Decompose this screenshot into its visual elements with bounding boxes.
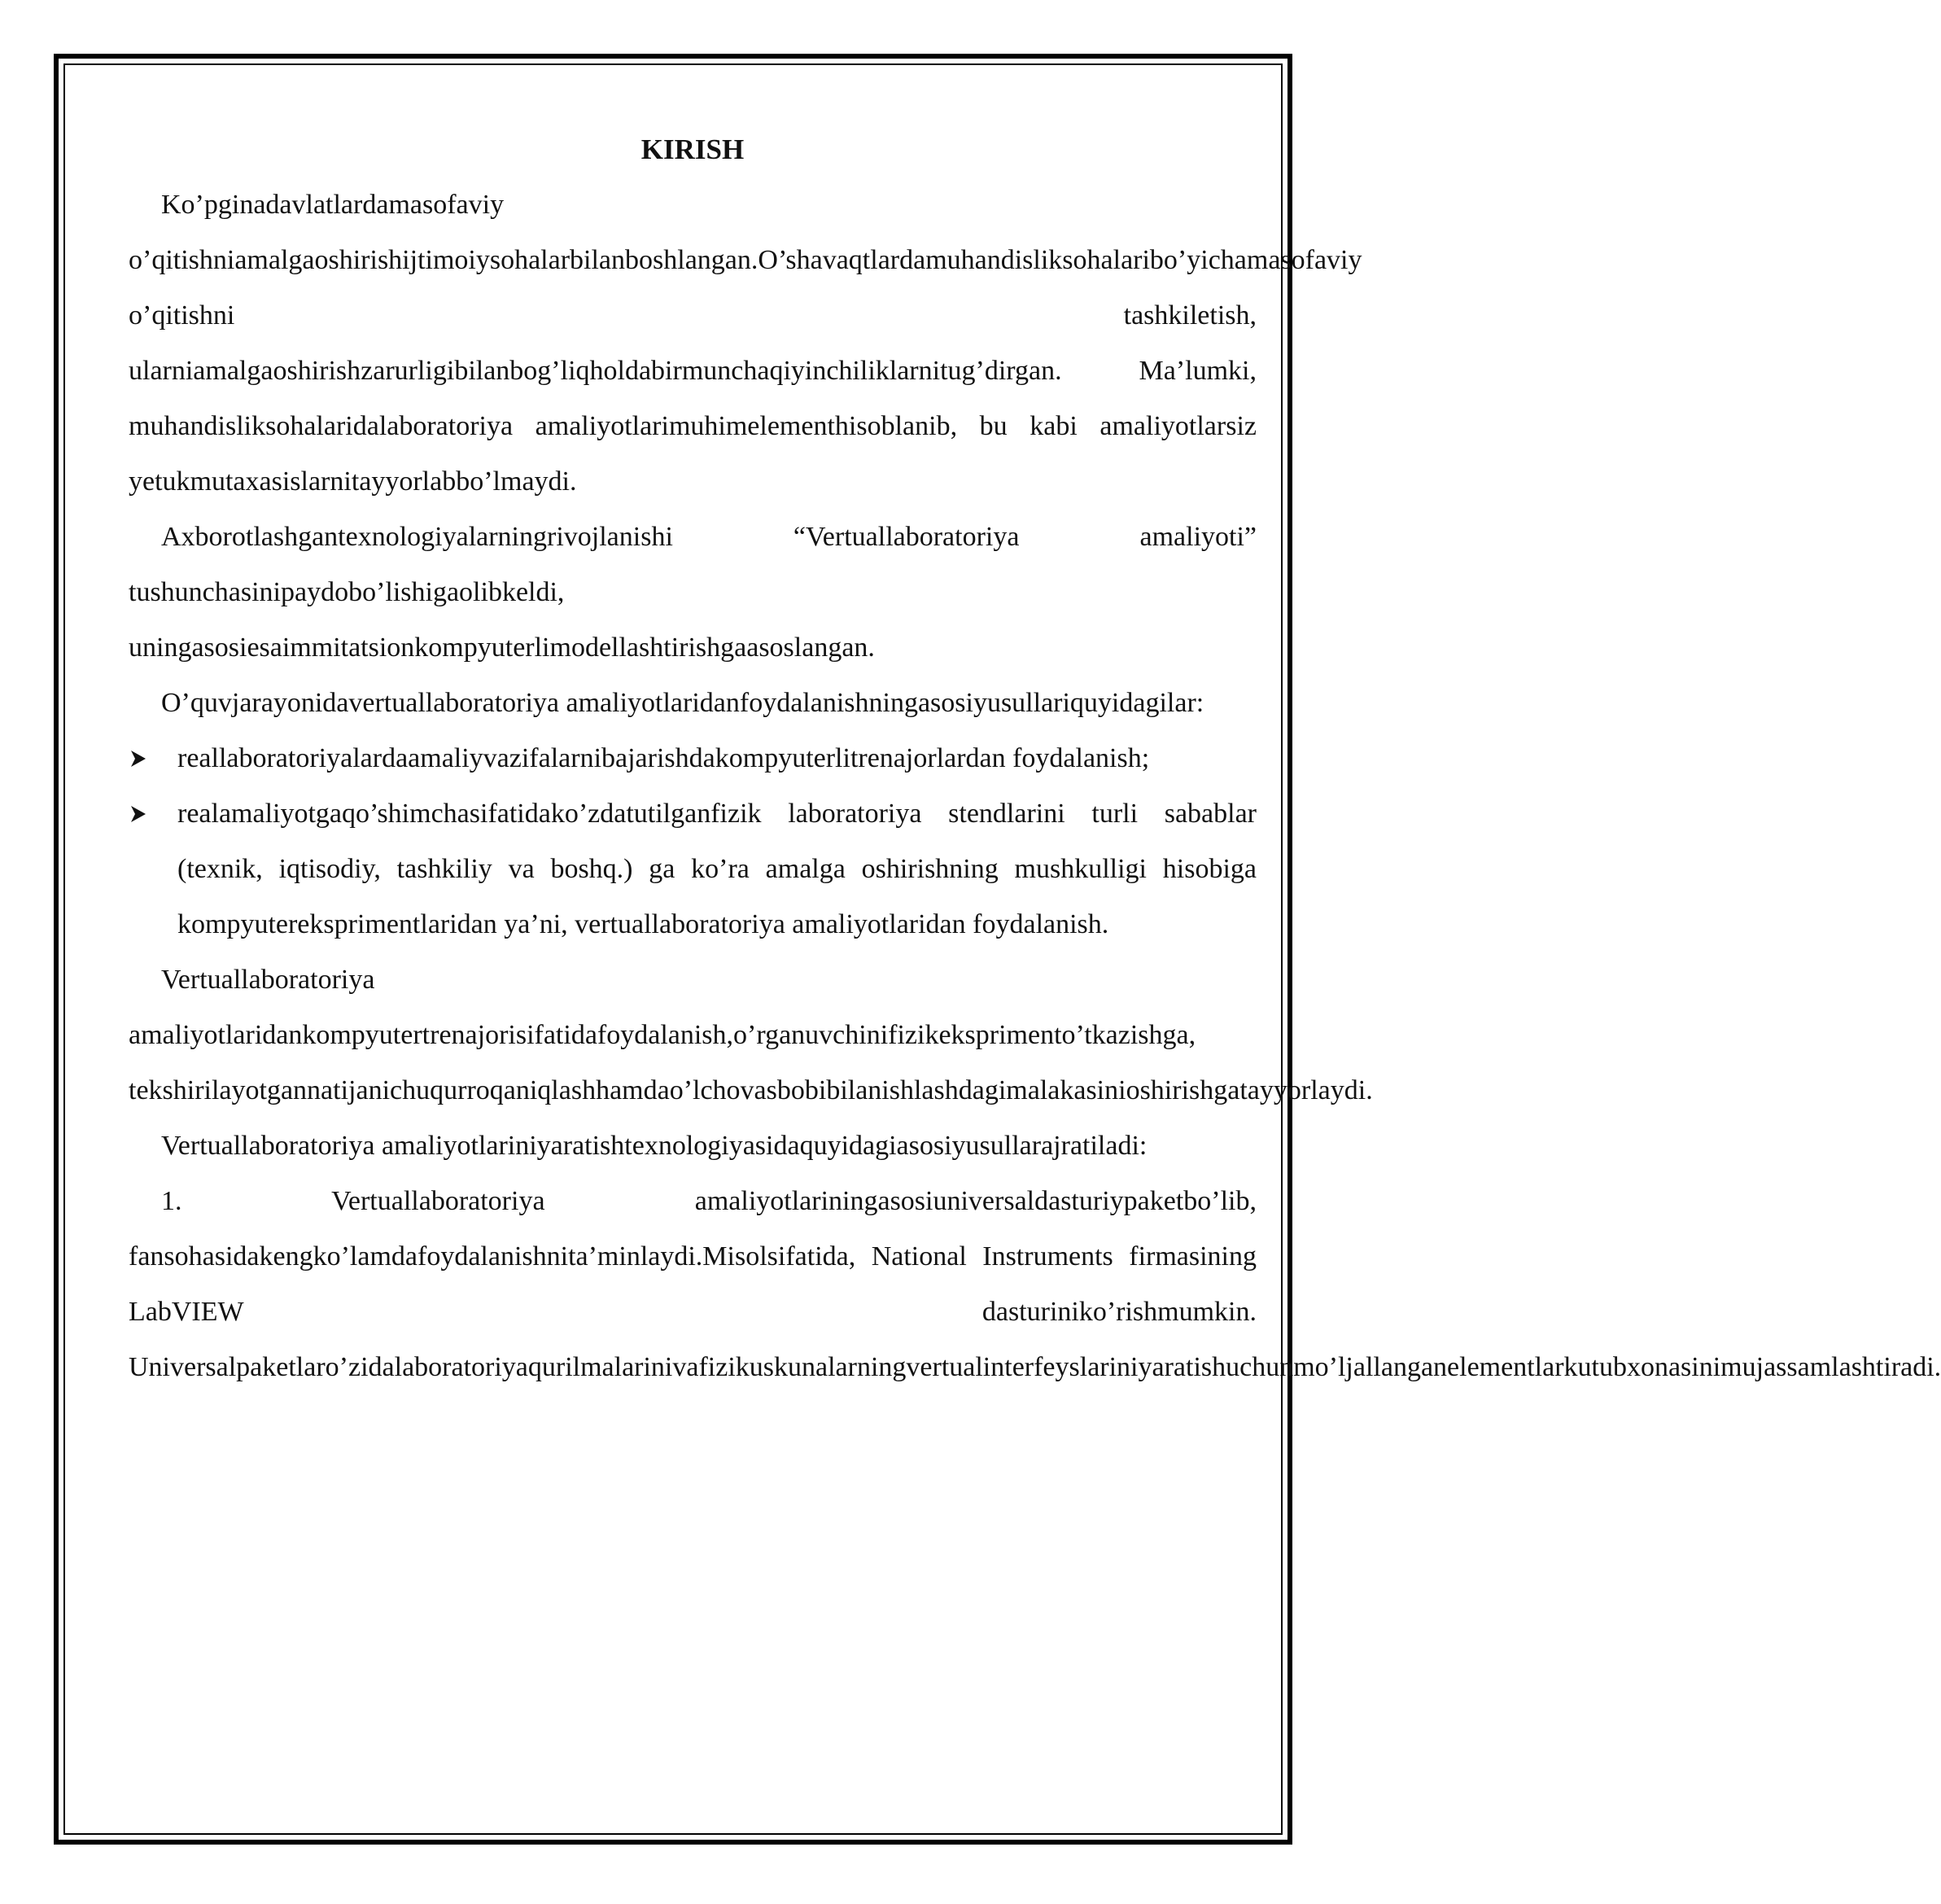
document-body [129,122,1941,1395]
paragraph-virtual-lab-concept: Axborotlashgantexnologiyalarningrivojlanishi “Vertuallaboratoriya amaliyoti” tushunchasinipaydobo’lishigaolibkeldi, uningasosiesaimmitatsionkompyuterlimodellashtirishgaasoslangan. [129,522,1257,663]
paragraph-creation-methods: Vertuallaboratoriya amaliyotlariniyaratishtexnologiyasidaquyidagiasosiyusullarajratiladi: [161,1131,1148,1161]
paragraph-trainer-use: Vertuallaboratoriya amaliyotlaridankompyutertrenajorisifatidafoydalanish,o’rganuvchinifizikeksprimento’tkazishga, tekshirilayotgannatijanichuqurroqaniqlashhamdao’lchovasbobibilanishlashdagimalakasinioshirishgatayyorlaydi. [129,965,1373,1105]
paragraph-methods-intro: O’quvjarayonidavertuallaboratoriya amaliyotlaridanfoydalanishningasosiyusullariquyidagilar: [161,688,1204,718]
list-item-text: reallaboratoriyalardaamaliyvazifalarnibajarishdakompyuterlitrenajorlardan foydalanish; [177,743,1150,773]
arrowhead-bullet-icon [130,731,155,786]
list-item [129,731,1257,786]
paragraph-numbered-1: 1. Vertuallaboratoriya amaliyotlariningasosiuniversaldasturiypaketbo’lib, fansohasidakengko’lamdafoydalanishnita’minlaydi.Misolsifatida, National Instruments firmasining LabVIEW dasturiniko’rishmumkin. Universalpaketlaro’zidalaboratoriyaqurilmalarinivafizikuskunalarningvertualinterfeyslariniyaratishuchunmo’ljallanganelementlarkutubxonasinimujassamlashtiradi. [129,1186,1941,1382]
methods-list [129,731,1257,952]
arrowhead-bullet-icon [130,786,155,842]
list-item-text: realamaliyotgaqo’shimchasifatidako’zdatutilganfizik laboratoriya stendlarini turli sabablar (texnik, iqtisodiy, tashkiliy va boshq.) ga ko’ra amalga oshirishning mushkulligi hisobiga kompyutereksprimentlaridan ya’ni, vertuallaboratoriya amaliyotlaridan foydalanish. [177,799,1257,939]
page-title: KIRISH [640,133,745,165]
paragraph-intro: Ko’pginadavlatlardamasofaviy o’qitishniamalgaoshirishijtimoiysohalarbilanboshlangan.O’shavaqtlardamuhandisliksohalaribo’yichamasofaviy o’qitishni tashkiletish, ularniamalgaoshirishzarurligibilanbog’liqholdabirmunchaqiyinchiliklarnitug’dirgan. Ma’lumki, muhandisliksohalaridalaboratoriya amaliyotlarimuhimelementhisoblanib, bu kabi amaliyotlarsiz yetukmutaxasislarnitayyorlabbo’lmaydi. [129,190,1362,497]
list-item [129,786,1257,952]
